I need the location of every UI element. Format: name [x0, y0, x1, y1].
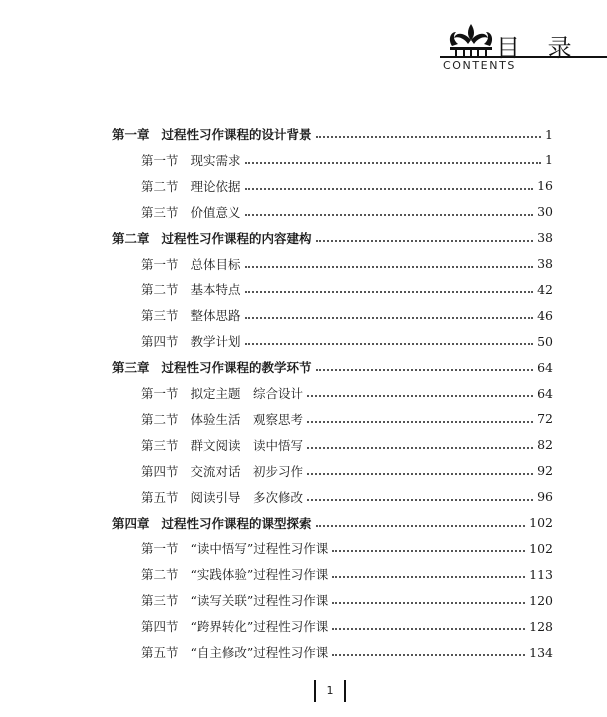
- toc-entry-number: 第二节: [141, 567, 179, 583]
- toc-entry-number: 第三节: [141, 593, 179, 609]
- toc-entry-page: 30: [537, 204, 553, 220]
- toc-entry-title: 拟定主题 综合设计: [190, 386, 304, 401]
- toc-section-row[interactable]: [0, 175, 607, 197]
- dot-leader: [316, 240, 534, 242]
- toc-entry-number: 第一节: [141, 152, 179, 168]
- toc-entry-page: 50: [537, 333, 553, 349]
- toc-entry-title: 教学计划: [190, 334, 241, 350]
- toc-entry-title: 过程性习作课程的教学环节: [161, 360, 312, 376]
- toc-chapter-row[interactable]: [0, 227, 607, 249]
- dot-leader: [332, 576, 525, 578]
- toc-entry-title: 现实需求: [190, 152, 241, 168]
- toc-entry-number: 第五节: [141, 645, 179, 660]
- toc-entry-title: 体验生活 观察思考: [190, 411, 304, 427]
- toc-entry-page: 1: [545, 152, 553, 168]
- toc-entry-page: 96: [537, 489, 553, 505]
- toc-entry-page: 128: [529, 618, 553, 634]
- toc-entry-title: “自主修改”过程性习作课: [190, 645, 329, 660]
- toc-entry-title: 整体思路: [190, 308, 241, 324]
- toc-entry-page: 113: [529, 566, 553, 582]
- toc-section-row[interactable]: [0, 434, 607, 456]
- toc-entry-title: 阅读引导 多次修改: [190, 489, 304, 505]
- toc-entry-page: 38: [537, 230, 553, 246]
- toc-section-row[interactable]: [0, 330, 607, 352]
- dot-leader: [307, 473, 533, 475]
- toc-entry-title: 交流对话 初步习作: [190, 463, 304, 479]
- dot-leader: [332, 628, 525, 630]
- toc-section-row[interactable]: [0, 641, 607, 663]
- page-title: 目 录: [496, 34, 582, 62]
- dot-leader: [245, 188, 534, 190]
- toc-entry-number: 第四节: [141, 619, 179, 635]
- toc-section-row[interactable]: [0, 589, 607, 611]
- dot-leader: [245, 162, 542, 164]
- toc-entry-number: 第二节: [141, 282, 179, 298]
- toc-entry-number: 第三节: [141, 204, 179, 220]
- toc-entry-title: 过程性习作课程的课型探索: [161, 515, 312, 531]
- toc-entry-title: “读写关联”过程性习作课: [190, 593, 329, 609]
- dot-leader: [307, 499, 533, 501]
- toc-section-row[interactable]: [0, 537, 607, 559]
- dot-leader: [316, 136, 542, 138]
- toc-section-row[interactable]: [0, 304, 607, 326]
- dot-leader: [316, 369, 534, 371]
- dot-leader: [307, 421, 533, 423]
- toc-entry-page: 16: [537, 178, 553, 194]
- toc-entry-title: 基本特点: [190, 282, 241, 298]
- toc-chapter-row[interactable]: [0, 356, 607, 378]
- toc-entry-number: 第四节: [141, 334, 179, 350]
- toc-entry-title: 总体目标: [190, 256, 241, 272]
- dot-leader: [245, 343, 534, 345]
- toc-entry-number: 第三节: [141, 308, 179, 324]
- toc-entry-title: “实践体验”过程性习作课: [190, 567, 329, 583]
- toc-entry-number: 第四节: [141, 463, 179, 479]
- toc-entry-number: 第一节: [141, 256, 179, 272]
- dot-leader: [245, 214, 534, 216]
- dot-leader: [307, 447, 533, 449]
- toc-section-row[interactable]: [0, 278, 607, 300]
- toc-entry-number: 第三章: [112, 360, 150, 376]
- toc-entry-number: 第三节: [141, 437, 179, 453]
- toc-entry-page: 102: [529, 515, 553, 530]
- toc-entry-page: 64: [537, 385, 553, 401]
- dot-leader: [245, 266, 534, 268]
- toc-entry-number: 第五节: [141, 489, 179, 505]
- toc-entry-title: 过程性习作课程的内容建构: [161, 230, 312, 246]
- toc-entry-number: 第二节: [141, 178, 179, 194]
- toc-entry-page: 120: [529, 592, 553, 608]
- page-subtitle: CONTENTS: [443, 59, 516, 72]
- dot-leader: [307, 395, 533, 397]
- toc-entry-number: 第二节: [141, 411, 179, 427]
- dot-leader: [245, 317, 534, 319]
- toc-entry-title: 理论依据: [190, 178, 241, 194]
- toc-section-row[interactable]: [0, 615, 607, 637]
- toc-entry-number: 第一章: [112, 127, 150, 142]
- toc-section-row[interactable]: [0, 408, 607, 430]
- toc-entry-number: 第一节: [141, 541, 179, 557]
- toc-entry-page: 92: [537, 463, 553, 479]
- toc-entry-page: 134: [529, 644, 553, 660]
- toc-entry-page: 64: [537, 359, 553, 375]
- toc-entry-page: 38: [537, 256, 553, 271]
- page-number: 1: [326, 684, 334, 697]
- toc-section-row[interactable]: [0, 486, 607, 508]
- toc-entry-page: 72: [537, 411, 553, 427]
- footer-bar-right: [344, 680, 346, 702]
- toc-entry-page: 1: [545, 126, 553, 142]
- toc-chapter-row[interactable]: [0, 123, 607, 145]
- toc-entry-title: “读中悟写”过程性习作课: [190, 541, 329, 557]
- toc-entry-title: 群文阅读 读中悟写: [190, 437, 304, 453]
- toc-section-row[interactable]: [0, 460, 607, 482]
- toc-entry-page: 82: [537, 437, 553, 453]
- toc-section-row[interactable]: [0, 382, 607, 404]
- dot-leader: [332, 602, 525, 604]
- page-footer: [300, 680, 360, 704]
- toc-section-row[interactable]: [0, 253, 607, 275]
- toc-entry-number: 第四章: [112, 515, 150, 531]
- toc-chapter-row[interactable]: [0, 512, 607, 534]
- toc-entry-title: 过程性习作课程的设计背景: [161, 127, 312, 142]
- dot-leader: [245, 291, 534, 293]
- toc-entry-page: 46: [537, 307, 553, 323]
- toc-section-row[interactable]: [0, 201, 607, 223]
- toc-entry-page: 102: [529, 540, 553, 556]
- toc-entry-title: 价值意义: [190, 204, 241, 220]
- toc-section-row[interactable]: [0, 563, 607, 585]
- toc-entry-number: 第二章: [112, 230, 150, 246]
- toc-entry-title: “跨界转化”过程性习作课: [190, 619, 329, 635]
- toc-entry-number: 第一节: [141, 386, 179, 401]
- dot-leader: [332, 550, 525, 552]
- dot-leader: [316, 525, 526, 527]
- toc-section-row[interactable]: [0, 149, 607, 171]
- dot-leader: [332, 654, 525, 656]
- toc-entry-page: 42: [537, 281, 553, 297]
